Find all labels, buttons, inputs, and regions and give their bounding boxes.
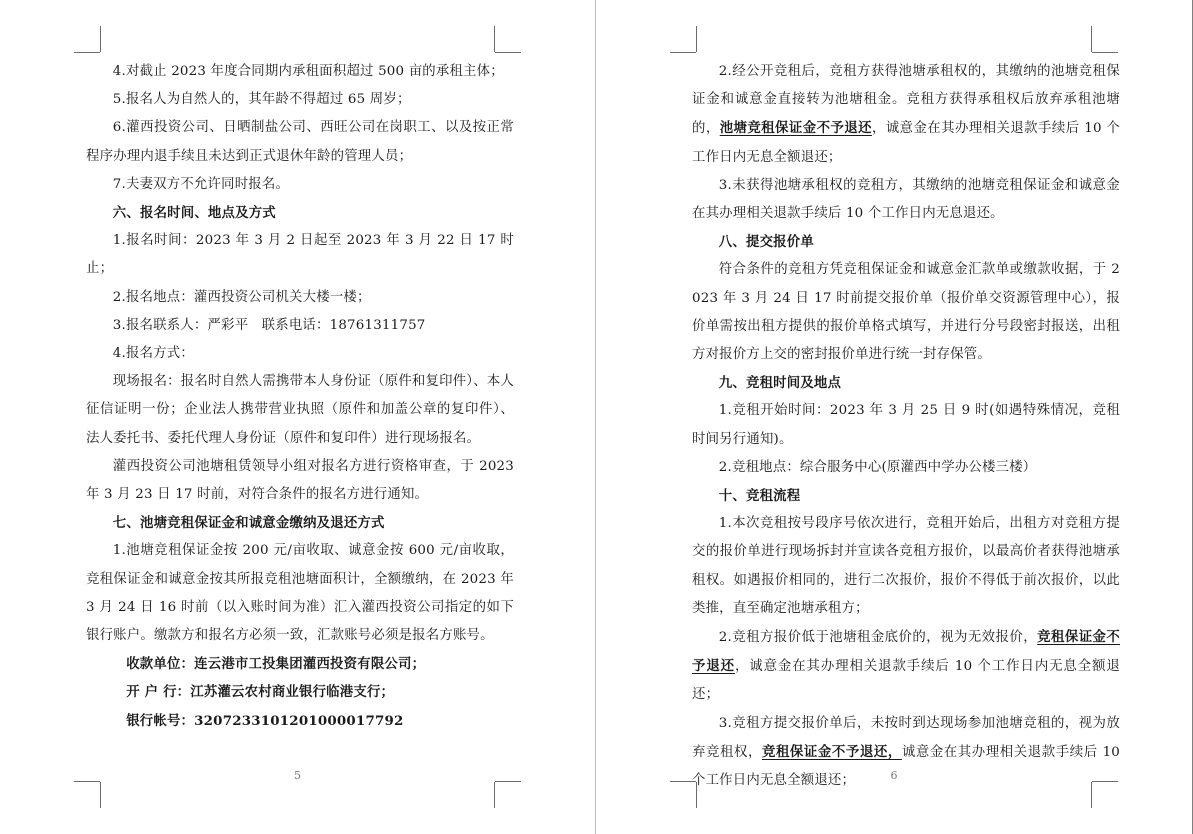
inline-text: 报名时自然人需携带本人身份证（原件和复印件）、本人征信证明一份；企业法人携带营业执照（原件和加盖公章的复印件）、法人委托书、委托代理人身份证（原件和复印件）进行现场报名。: [86, 374, 514, 446]
bank-payee-line: 收款单位：连云港市工投集团灌西投资有限公司；: [126, 656, 426, 673]
paragraph: 1.报名时间：2023 年 3 月 2 日起至 2023 年 3 月 22 日 17 时止；: [86, 233, 514, 277]
section-heading: 七、池塘竞租保证金和诚意金缴纳及退还方式: [112, 515, 385, 532]
document-page-5: [0, 0, 596, 834]
paragraph: 1.池塘竞租保证金按 200 元/亩收取、诚意金按 600 元/亩收取，竞租保证金和诚意金按其所报竞租池塘面积计，全额缴纳，在 2023 年 3 月 24 日 16 时前（以入账时间为准）汇入灌西投资公司指定的如下银行账户。缴款方和报名方必须一致，汇款账号必须是报名方账号。: [86, 543, 519, 644]
page-body-5: [86, 58, 519, 758]
page-number: 6: [890, 769, 898, 782]
inline-underlined-emphasis: 竞租保证金不予退还: [692, 629, 1121, 675]
document-page-6: [596, 0, 1192, 834]
crop-mark-top-right: [1092, 26, 1118, 52]
crop-mark-top-left: [74, 26, 100, 52]
inline-underlined-emphasis: 池塘竞租保证金不予退还: [719, 120, 872, 137]
section-heading: 六、报名时间、地点及方式: [112, 205, 276, 222]
page-number: 5: [294, 769, 301, 782]
paragraph: 2.报名地点：灌西投资公司机关大楼一楼；: [112, 289, 371, 305]
page-body-6: [692, 58, 1125, 789]
bank-branch-line: 开 户 行：江苏灌云农村商业银行临港支行；: [126, 684, 395, 701]
inline-text: 3.竞租方提交报价单后，未按时到达现场参加池塘竞租的，视为放弃竞租权，: [692, 715, 1120, 760]
paragraph-with-underline: [692, 623, 1120, 710]
paragraph-with-underline: [692, 58, 1120, 172]
paragraph: 3.未获得池塘承租权的竞租方，其缴纳的池塘竞租保证金和诚意金在其办理相关退款手续后 10 个工作日内无息退还。: [692, 177, 1120, 222]
inline-text-tail: ，诚意金在其办理相关退款手续后 10 个工作日内无息全额退还；: [692, 659, 1120, 703]
paragraph: 2.竞租地点：综合服务中心(原灌西中学办公楼三楼）: [718, 459, 1037, 475]
inline-text-tail: ，诚意金在其办理相关退款手续后 10 个工作日内无息全额退还；: [692, 121, 1120, 165]
paragraph: 3.报名联系人：严彩平 联系电话：18761311757: [112, 317, 426, 333]
inline-text-tail: 诚意金在其办理相关退款手续后 10 个工作日内无息全额退还；: [692, 744, 1125, 789]
paragraph-with-underline: [692, 710, 1125, 796]
paragraph: 7.夫妻双方不允许同时报名。: [112, 176, 290, 192]
paragraph: 6.灌西投资公司、日晒制盐公司、西旺公司在岗职工、以及按正常程序办理内退手续且未达到正式退休年龄的管理人员；: [86, 120, 514, 164]
paragraph: 4.报名方式：: [112, 346, 194, 362]
crop-mark-bottom-left: [74, 782, 100, 808]
inline-text: 2.经公开竞租后，竞租方获得池塘承租权的，其缴纳的池塘竞租保证金和诚意金直接转为池塘租金。竞租方获得承租权后放弃承租池塘的，: [692, 64, 1120, 137]
paragraph: 符合条件的竞租方凭竞租保证金和诚意金汇款单或缴款收据，于 2023 年 3 月 24 日 17 时前提交报价单（报价单交资源管理中心），报价单需按出租方提供的报价单格式填写，并进行分号段密封报送，出租方对报价方上交的密封报价单进行统一封存保管。: [692, 262, 1120, 363]
paragraph: 4.对截止 2023 年度合同期内承租面积超过 500 亩的承租主体；: [112, 64, 504, 79]
inline-text: 2.竞租方报价低于池塘租金底价的，视为无效报价，: [718, 630, 1038, 646]
paragraph: 1.本次竞租按号段序号依次进行，竞租开始后，出租方对竞租方提交的报价单进行现场拆封并宣读各竞租方报价，以最高价者获得池塘承租权。如遇报价相同的，进行二次报价，报价不得低于前次报价，以此类推，直至确定池塘承租方；: [692, 516, 1120, 616]
section-heading: 九、竞租时间及地点: [718, 375, 842, 392]
crop-mark-top-right: [495, 26, 521, 52]
crop-mark-top-left: [670, 26, 696, 52]
section-heading: 八、提交报价单: [718, 234, 814, 251]
paragraph: 灌西投资公司池塘租赁领导小组对报名方进行资格审查，于 2023 年 3 月 23 日 17 时前，对符合条件的报名方进行通知。: [86, 458, 519, 503]
section-heading: 十、竞租流程: [718, 488, 801, 505]
paragraph: 1.竞租开始时间：2023 年 3 月 25 日 9 时(如遇特殊情况，竞租时间另行通知)。: [692, 403, 1120, 447]
paragraph-onsite-registration: [86, 368, 514, 453]
inline-bold-lead: 现场报名：: [112, 374, 181, 390]
paragraph: 5.报名人为自然人的，其年龄不得超过 65 周岁；: [112, 92, 411, 108]
bank-account-line: 银行帐号：3207233101201000017792: [126, 712, 404, 729]
crop-mark-bottom-right: [495, 782, 521, 808]
inline-underlined-emphasis: 竞租保证金不予退还，: [761, 743, 902, 760]
